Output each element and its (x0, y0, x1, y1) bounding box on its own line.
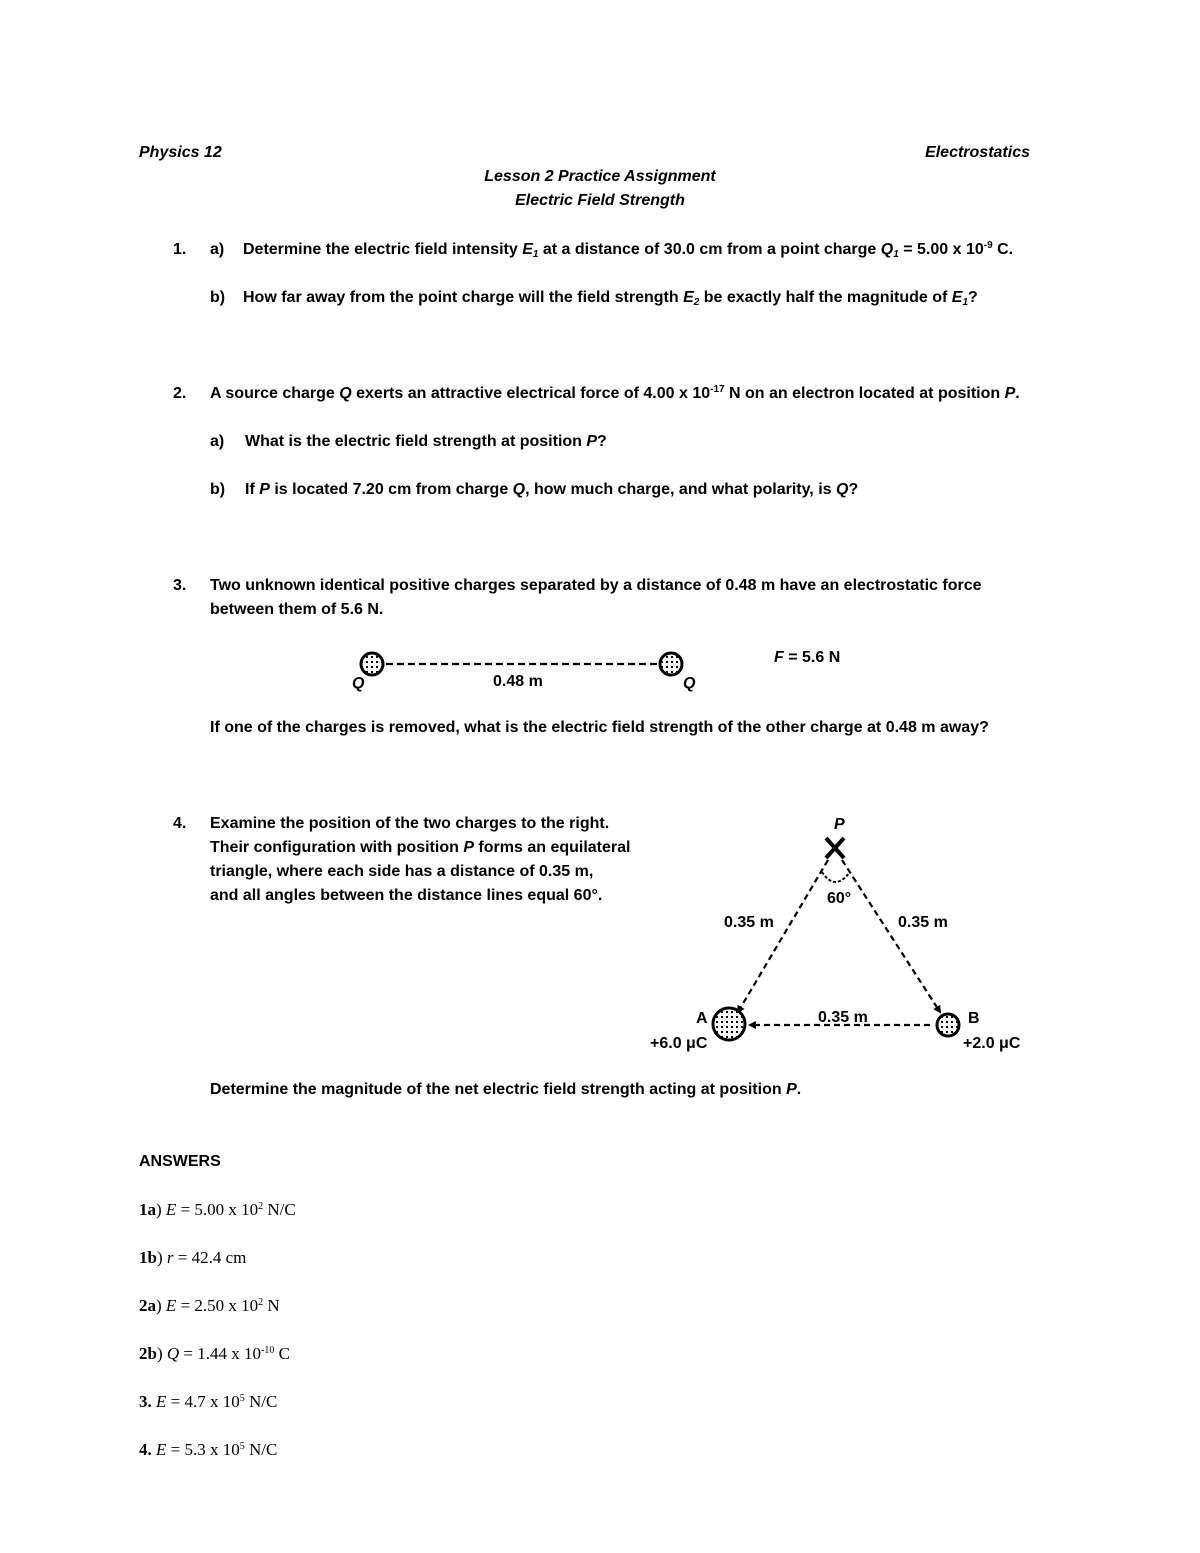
answer-4: 4. E = 5.3 x $10^5$ N/C (139, 1440, 278, 1459)
force-label: F = 5.6 N (774, 649, 841, 666)
question-2a-label: a) (210, 433, 225, 450)
charge-b (937, 1014, 959, 1036)
question-3-number: 3. (173, 577, 187, 594)
angle-label: 60° (827, 890, 852, 907)
question-1a-label: a) (210, 241, 225, 258)
charge-a-label: A (696, 1010, 708, 1027)
question-4-question: Determine the magnitude of the net electric field strength acting at position P. (210, 1081, 802, 1098)
answer-3: 3. E = 4.7 x $10^5$ N/C (139, 1392, 278, 1411)
question-1b-text: How far away from the point charge will the field strength $E_2$ be exactly half the magnitude of $E_1$? (243, 289, 978, 308)
answer-1b: 1b) r = 42.4 cm (139, 1248, 247, 1267)
question-3-line-1: Two unknown identical positive charges separated by a distance of 0.48 m have an electrostatic force (210, 577, 982, 594)
course-title: Physics 12 (139, 144, 222, 161)
side-left-label: 0.35 m (724, 914, 774, 931)
charge-a (713, 1008, 745, 1040)
side-bottom-label: 0.35 m (818, 1009, 868, 1026)
question-2-number: 2. (173, 385, 187, 402)
angle-arc (822, 872, 850, 882)
side-left-arrow (738, 860, 828, 1012)
question-1a-text: Determine the electric field intensity $E_1$ at a distance of 30.0 cm from a point charge $Q_1 = 5.00$ x $10^{-9}$ C. (243, 240, 1014, 260)
question-4-line-2: Their configuration with position P forms an equilateral (210, 839, 631, 856)
question-4-line-1: Examine the position of the two charges to the right. (210, 815, 610, 832)
question-3-question: If one of the charges is removed, what is the electric field strength of the other charge at 0.48 m away? (210, 719, 989, 736)
charge-b-label: B (968, 1010, 980, 1027)
answer-2b: 2b) Q = 1.44 x $10^{-10}$ C (139, 1344, 290, 1363)
question-4-line-3: triangle, where each side has a distance of 0.35 m, (210, 863, 594, 880)
answer-2a: 2a) E = 2.50 x $10^2$ N (139, 1296, 280, 1315)
side-right-arrow (842, 860, 940, 1012)
distance-label: 0.48 m (493, 673, 543, 690)
question-4-line-4: and all angles between the distance lines equal 60°. (210, 887, 603, 904)
charge-left-label: Q (352, 675, 365, 692)
unit-title: Electrostatics (925, 144, 1030, 161)
charge-a-value: +6.0 μC (650, 1035, 708, 1052)
point-p-marker (826, 838, 844, 858)
topic-title: Electric Field Strength (515, 192, 685, 209)
question-2a-text: What is the electric field strength at position P? (245, 433, 607, 450)
question-2b-label: b) (210, 481, 226, 498)
answer-1a: 1a) E = 5.00 x $10^2$ N/C (139, 1200, 296, 1219)
charge-b-value: +2.0 μC (963, 1035, 1021, 1052)
question-2-text: A source charge Q exerts an attractive electrical force of 4.00 x $10^{-17}$ N on an electron located at position P. (210, 384, 1020, 402)
side-right-label: 0.35 m (898, 914, 948, 931)
lesson-title: Lesson 2 Practice Assignment (484, 168, 716, 185)
question-1-number: 1. (173, 241, 187, 258)
answers-heading: ANSWERS (139, 1153, 221, 1170)
question-1b-label: b) (210, 289, 226, 306)
point-p-label: P (834, 816, 845, 833)
question-4-number: 4. (173, 815, 187, 832)
charge-right-label: Q (683, 675, 696, 692)
question-2b-text: If P is located 7.20 cm from charge Q, how much charge, and what polarity, is Q? (245, 481, 859, 498)
question-3-line-2: between them of 5.6 N. (210, 601, 384, 618)
